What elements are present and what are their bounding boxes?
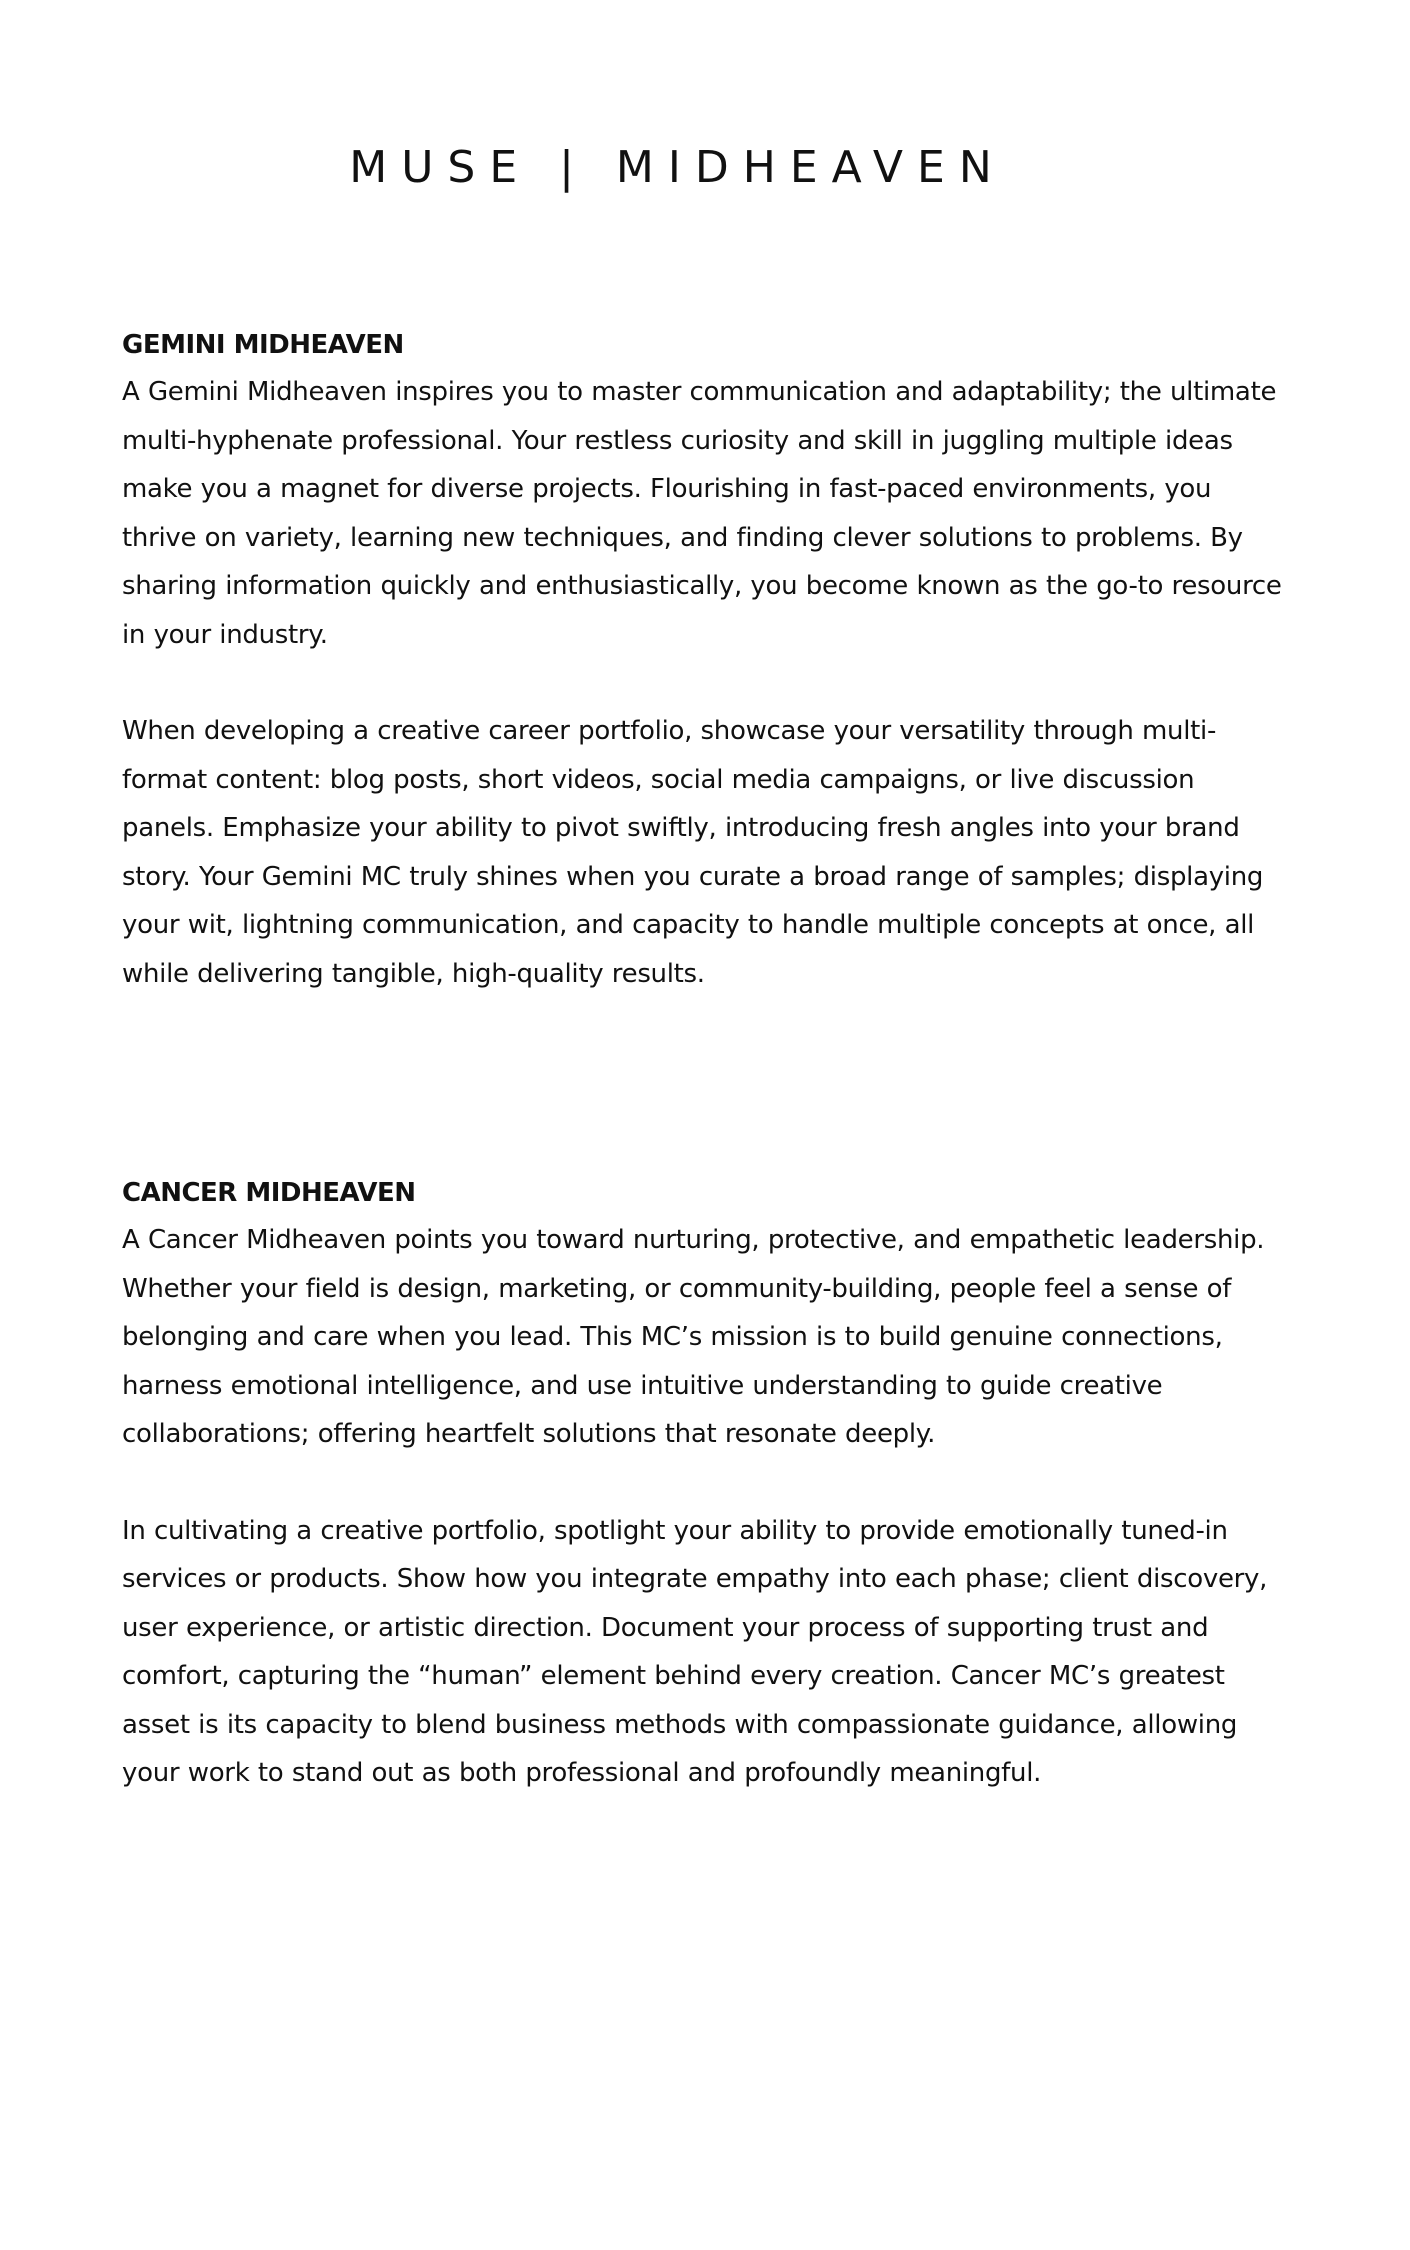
section-heading: CANCER MIDHEAVEN [122,1178,416,1208]
paragraph-portfolio: When developing a creative career portfolio, showcase your versatility through multi-format content: blog posts, short videos, social media campaigns, or live discussion panels. Emphasize your ability to pivot swiftly, introducing fresh angles into your brand story. Your Gemini MC truly shines when you curate a broad range of samples; displaying your wit, lightning communication, and capacity to handle multiple concepts at once, all while delivering tangible, high-quality results. [122,716,1264,989]
paragraph-portfolio: In cultivating a creative portfolio, spotlight your ability to provide emotionally tuned-in services or products. Show how you integrate empathy into each phase; client discovery, user experience, or artistic direction. Document your process of supporting trust and comfort, capturing the “human” element behind every creation. Cancer MC’s greatest asset is its capacity to blend business methods with compassionate guidance, allowing your work to stand out as both professional and profoundly meaningful. [122,1515,1268,1788]
section-cancer-midheaven [122,1175,1287,1798]
paragraph-intro: A Cancer Midheaven points you toward nurturing, protective, and empathetic leadership. Whether your field is design, marketing, or community-building, people feel a sense of belonging and care when you lead. This MC’s mission is to build genuine connections, harness emotional intelligence, and use intuitive understanding to guide creative collaborations; offering heartfelt solutions that resonate deeply. [122,1225,1265,1449]
section-gemini-midheaven [122,327,1287,998]
page-title: MUSE | MIDHEAVEN [349,142,1006,193]
section-heading: GEMINI MIDHEAVEN [122,330,404,360]
paragraph-intro: A Gemini Midheaven inspires you to master communication and adaptability; the ultimate multi-hyphenate professional. Your restless curiosity and skill in juggling multiple ideas make you a magnet for diverse projects. Flourishing in fast-paced environments, you thrive on variety, learning new techniques, and finding clever solutions to problems. By sharing information quickly and enthusiastically, you become known as the go-to resource in your industry. [122,377,1282,650]
